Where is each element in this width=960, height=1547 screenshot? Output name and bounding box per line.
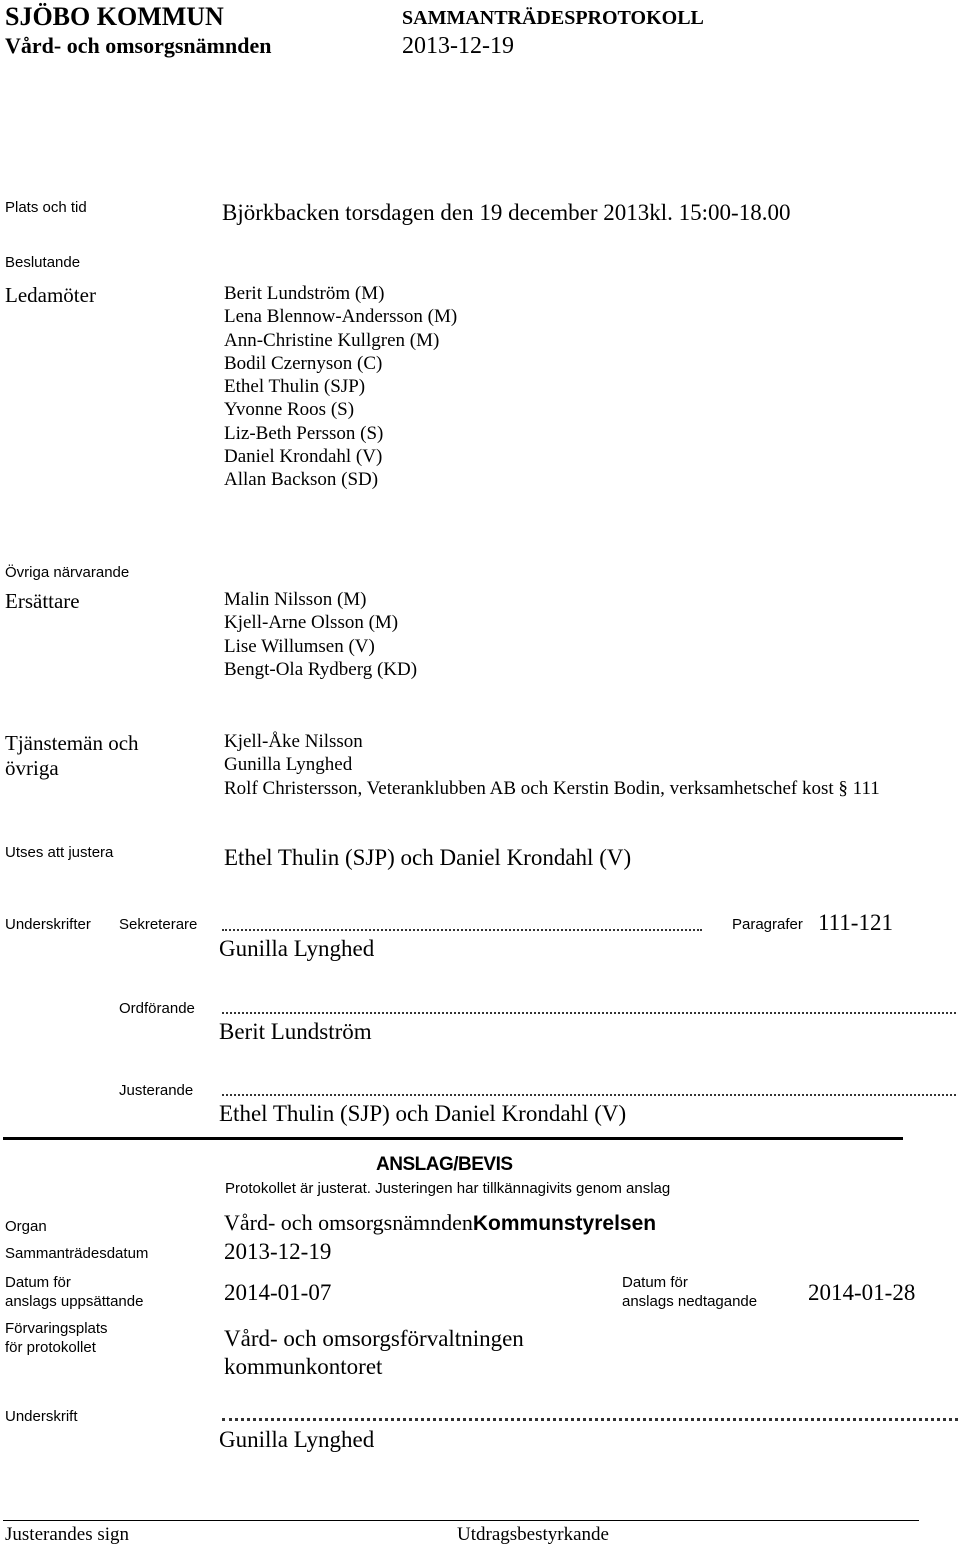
secretary-name: Gunilla Lynghed [219,936,375,961]
paragraphs-value: 111-121 [818,910,893,935]
adjuster-signature-line [222,1094,956,1096]
adjuster-name: Ethel Thulin (SJP) och Daniel Krondahl (V) [219,1101,627,1126]
adjuster-label: Justerande [119,1082,194,1099]
removed-date-label: Datum för anslags nedtagande [622,1274,758,1310]
notice-subtitle: Protokollet är justerat. Justeringen har tillkännagivits genom anslag [225,1180,671,1197]
secretary-signature-line [222,929,702,931]
document-date: 2013-12-19 [402,33,514,59]
list-item: Bengt-Ola Rydberg (KD) [224,658,418,680]
list-item: Allan Backson (SD) [224,469,379,491]
secretary-label: Sekreterare [119,916,198,933]
list-item: Daniel Krondahl (V) [224,446,383,468]
list-item: Lena Blennow-Andersson (M) [224,306,458,328]
chair-name: Berit Lundström [219,1019,372,1044]
posted-date-value: 2014-01-07 [224,1280,332,1305]
committee-name: Vård- och omsorgsnämnden [5,33,272,58]
substitutes-list [224,588,417,681]
meeting-date-label: Sammanträdesdatum [5,1245,149,1262]
substitutes-label: Ersättare [5,589,80,613]
notice-signature-line [222,1418,958,1421]
list-item: Gunilla Lynghed [224,754,353,776]
adjuster-sign-label: Justerandes sign [5,1524,130,1545]
list-item: Yvonne Roos (S) [224,399,355,421]
posted-date-label: Datum för anslags uppsättande [5,1274,144,1310]
section-divider [3,1137,903,1140]
decision-makers-label: Beslutande [5,254,81,271]
list-item: Liz-Beth Persson (S) [224,422,384,444]
signature-label: Underskrift [5,1408,78,1425]
chair-signature-line [222,1012,956,1014]
list-item: Kjell-Arne Olsson (M) [224,612,399,634]
list-item: Rolf Christersson, Veteranklubben AB och Kerstin Bodin, verksamhetschef kost § 111 [224,777,880,799]
list-item: Berit Lundström (M) [224,283,385,304]
place-time-value: Björkbacken torsdagen den 19 december 2013kl. 15:00-18.00 [222,200,791,225]
signatures-label: Underskrifter [5,916,91,933]
organ-label: Organ [5,1218,47,1235]
adjusters-value: Ethel Thulin (SJP) och Daniel Krondahl (V) [224,845,632,870]
list-item: Lise Willumsen (V) [224,635,375,657]
municipality-name: SJÖBO KOMMUN [5,2,224,31]
list-item: Ann-Christine Kullgren (M) [224,329,440,351]
members-label: Ledamöter [5,283,96,307]
removed-date-value: 2014-01-28 [808,1280,916,1305]
list-item: Bodil Czernyson (C) [224,352,383,374]
notice-title: ANSLAG/BEVIS [376,1154,513,1175]
officials-list [224,730,880,800]
list-item: Ethel Thulin (SJP) [224,376,366,398]
document-type: SAMMANTRÄDESPROTOKOLL [402,7,704,29]
storage-label: Förvaringsplats för protokollet [5,1320,108,1356]
place-time-label: Plats och tid [5,199,87,216]
list-item: Kjell-Åke Nilsson [224,731,363,752]
organ-value: Vård- och omsorgsnämndenKommunstyrelsen [224,1210,657,1235]
notice-signature-name: Gunilla Lynghed [219,1427,375,1452]
adjusters-label: Utses att justera [5,844,114,861]
extract-cert-label: Utdragsbestyrkande [457,1524,609,1545]
footer-divider [3,1520,919,1521]
others-present-label: Övriga närvarande [5,564,130,581]
chair-label: Ordförande [119,1000,195,1017]
meeting-date-value: 2013-12-19 [224,1239,332,1264]
list-item: Malin Nilsson (M) [224,589,367,610]
members-list [224,282,457,492]
storage-value: Vård- och omsorgsförvaltningen kommunkontoret [224,1326,524,1379]
officials-label: Tjänstemän och övriga [5,731,139,780]
paragraphs-label: Paragrafer [732,916,803,933]
